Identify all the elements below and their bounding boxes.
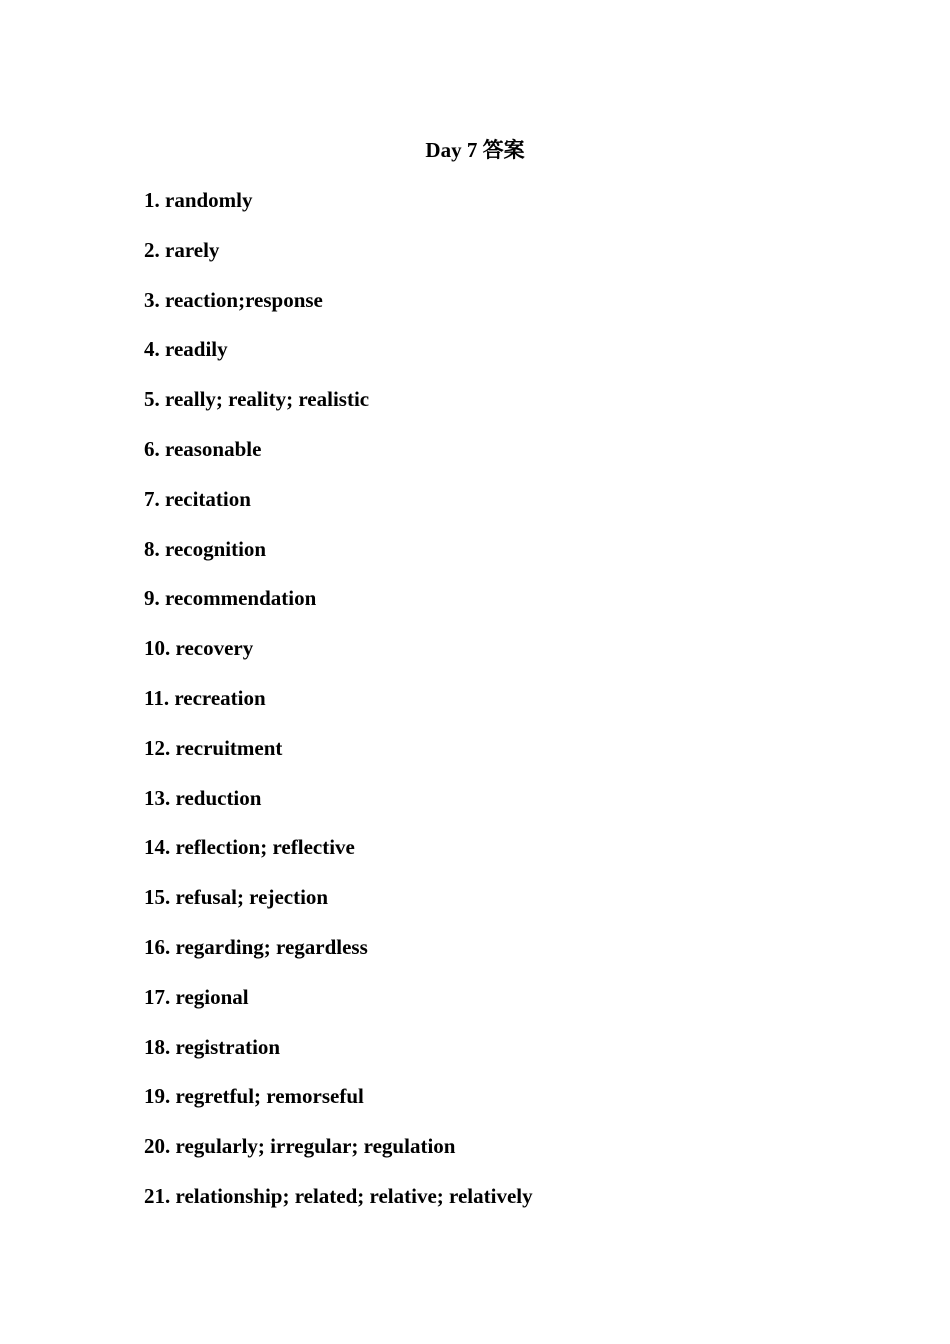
answer-item: 1. randomly — [144, 188, 253, 212]
answer-item: 9. recommendation — [144, 586, 317, 611]
answer-item: 7. recitation — [144, 486, 251, 511]
answer-item: 16. regarding; regardless — [144, 934, 368, 959]
answer-item: 21. relationship; related; relative; relatively — [144, 1183, 533, 1208]
answer-item: 13. reduction — [144, 785, 262, 810]
page-title: Day 7 答案 — [425, 138, 525, 162]
answer-item: 15. refusal; rejection — [144, 885, 329, 910]
answer-item: 11. recreation — [144, 685, 266, 710]
answer-item: 8. recognition — [144, 536, 267, 561]
answer-item: 4. readily — [144, 337, 228, 362]
answer-item: 2. rarely — [144, 237, 220, 262]
answer-item: 10. recovery — [144, 636, 254, 661]
answer-list — [144, 186, 533, 1232]
answer-item: 14. reflection; reflective — [144, 835, 355, 860]
answer-item: 6. reasonable — [144, 436, 262, 461]
answer-item: 3. reaction;response — [144, 287, 323, 312]
answer-item: 20. regularly; irregular; regulation — [144, 1134, 456, 1159]
answer-item: 17. regional — [144, 984, 249, 1009]
answer-item: 5. really; reality; realistic — [144, 387, 370, 412]
answer-item: 19. regretful; remorseful — [144, 1084, 364, 1109]
answer-item: 18. registration — [144, 1034, 281, 1059]
answer-item: 12. recruitment — [144, 735, 283, 760]
